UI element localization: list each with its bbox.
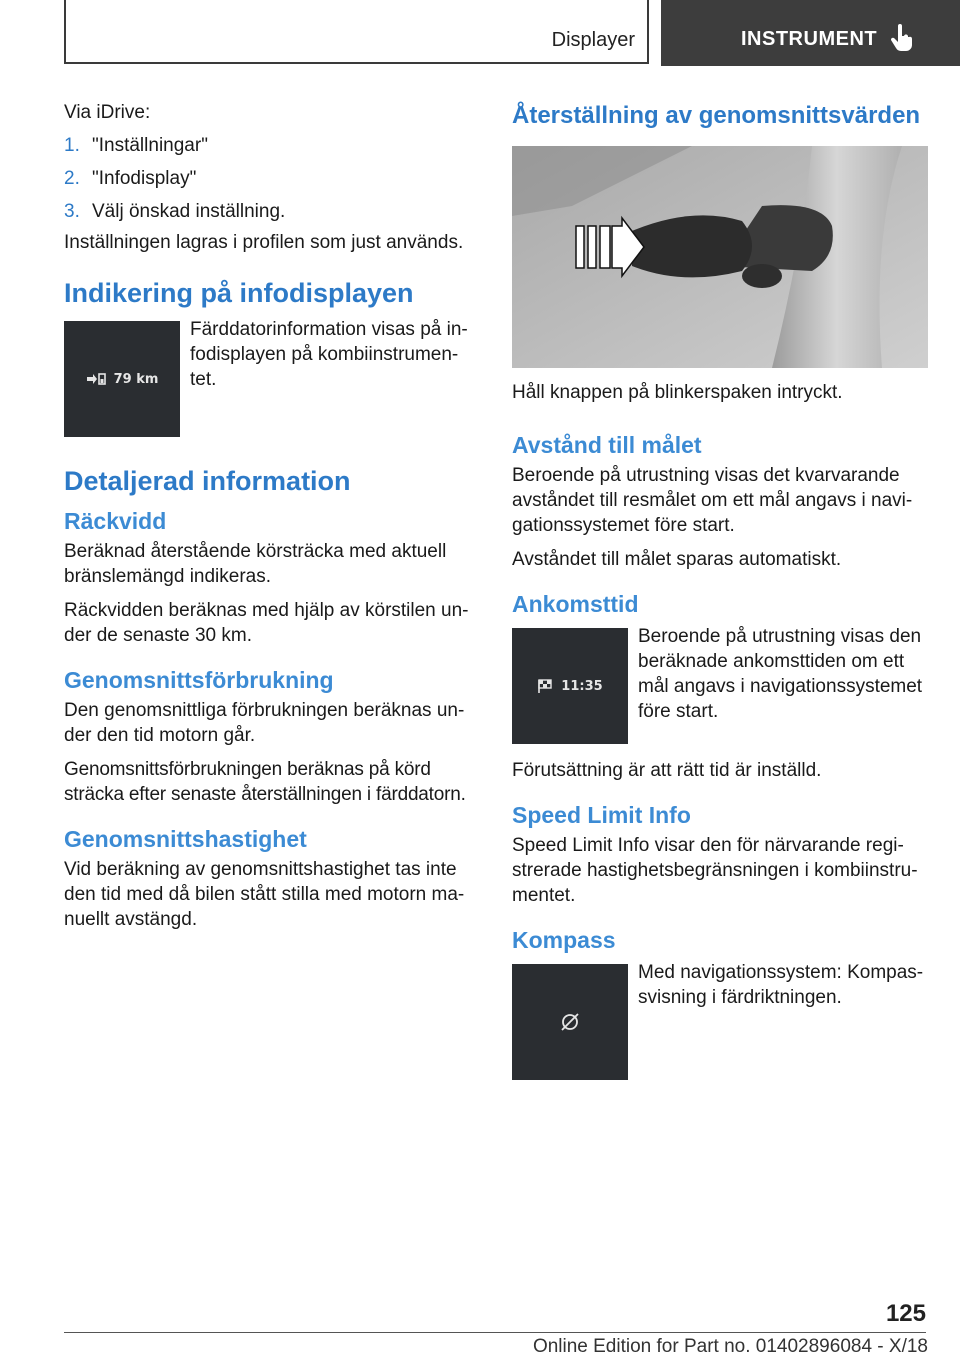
distance-heading: Avstånd till målet	[512, 432, 702, 458]
range-paragraph-1: Beräknad återstående körsträcka med aktuell bränslemängd indikeras.	[64, 541, 447, 587]
compass-text: Med navigationssystem: Kompas-svisning i färdriktningen.	[638, 962, 924, 1008]
arrival-text: Beroende på utrustning visas den beräknade ankomsttiden om ett mål angavs i navigationssystemet före start.	[638, 626, 923, 722]
consumption-paragraph-2: Genomsnittsförbrukningen beräknas på körd sträcka efter senaste återställningen i färddatorn.	[64, 759, 466, 805]
arrival-time: 11:35	[561, 678, 603, 694]
consumption-heading: Genomsnittsförbrukning	[64, 667, 334, 693]
page-number: 125	[885, 1300, 926, 1327]
step-text: Välj önskad inställning.	[92, 201, 286, 222]
chapter-tab	[661, 0, 960, 66]
reset-heading: Återställning av genomsnittsvärden	[512, 102, 921, 129]
edition-note: Online Edition for Part no. 01402896084 - X/18	[532, 1336, 928, 1357]
range-value: 79 km	[113, 371, 159, 387]
step-number: 1.	[64, 135, 80, 156]
step-text: "Inställningar"	[92, 135, 208, 156]
speedlimit-paragraph-1: Speed Limit Info visar den för närvarande regi-strerade hastighetsbegränsningen i kombiinstru-mentet.	[512, 835, 918, 906]
arrival-block	[512, 624, 928, 744]
step-number: 2.	[64, 168, 80, 189]
compass-display-image	[512, 964, 628, 1080]
footer-divider	[64, 1332, 926, 1333]
list-item	[64, 199, 480, 224]
compass-readout	[512, 964, 628, 1080]
arrival-readout	[512, 628, 628, 744]
step-number: 3.	[64, 201, 80, 222]
steps-list	[64, 133, 480, 224]
fuel-arrow-icon	[86, 372, 108, 386]
destination-flag-icon	[537, 678, 555, 694]
turn-signal-lever-photo	[512, 146, 928, 368]
page-header	[64, 0, 960, 66]
list-item	[64, 166, 480, 191]
distance-paragraph-2: Avståndet till målet sparas automatiskt.	[512, 549, 842, 570]
hand-pointer-icon	[890, 24, 914, 52]
saved-note: Inställningen lagras i profilen som just används.	[64, 232, 464, 253]
arrival-display-image	[512, 628, 628, 744]
range-readout	[64, 321, 180, 437]
reset-caption: Håll knappen på blinkerspaken intryckt.	[512, 382, 843, 403]
lever-illustration	[512, 146, 928, 368]
arrival-paragraph-2: Förutsättning är att rätt tid är inställd.	[512, 760, 822, 781]
range-display-image	[64, 321, 180, 437]
speedlimit-heading: Speed Limit Info	[512, 802, 691, 828]
compass-off-icon	[559, 1011, 581, 1033]
distance-paragraph-1: Beroende på utrustning visas det kvarvarande avståndet till resmålet om ett mål angavs i navi-gationssystemet före start.	[512, 465, 913, 536]
idrive-intro: Via iDrive:	[64, 102, 151, 123]
chapter-title: INSTRUMENT	[741, 28, 878, 50]
section-title: Displayer	[551, 29, 635, 51]
left-column	[64, 100, 480, 941]
range-heading: Räckvidd	[64, 508, 167, 534]
arrival-heading: Ankomsttid	[512, 591, 639, 617]
section-tab	[64, 0, 649, 64]
detail-heading: Detaljerad information	[64, 466, 351, 496]
list-item	[64, 133, 480, 158]
right-column	[512, 100, 928, 1080]
infodisplay-heading: Indikering på infodisplayen	[64, 278, 414, 308]
step-text: "Infodisplay"	[92, 168, 197, 189]
range-paragraph-2: Räckvidden beräknas med hjälp av körstilen un-der de senaste 30 km.	[64, 600, 469, 646]
speed-heading: Genomsnittshastighet	[64, 826, 307, 852]
compass-block	[512, 960, 928, 1080]
consumption-paragraph-1: Den genomsnittliga förbrukningen beräknas un-der den tid motorn går.	[64, 700, 465, 746]
speed-paragraph-1: Vid beräkning av genomsnittshastighet tas inte den tid med då bilen stått stilla med motorn ma-nuellt avstängd.	[64, 859, 465, 930]
infodisplay-block	[64, 317, 480, 437]
infodisplay-text: Färddatorinformation visas på in-fodisplayen på kombiinstrumen-tet.	[190, 319, 468, 390]
compass-heading: Kompass	[512, 927, 616, 953]
